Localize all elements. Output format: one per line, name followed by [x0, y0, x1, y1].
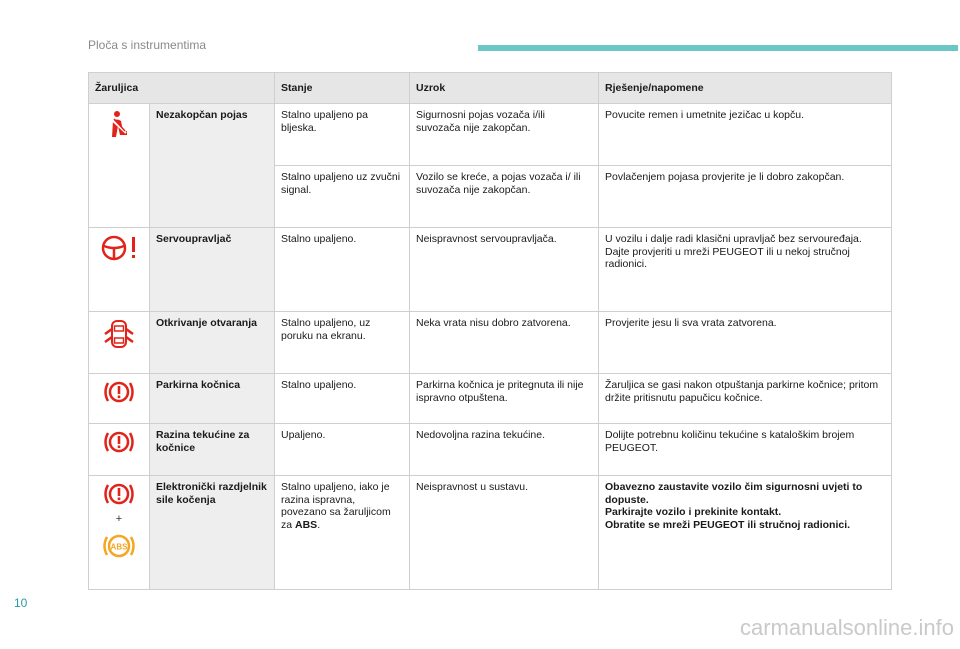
- page-number: 10: [14, 596, 28, 610]
- steering-rjesenje-line-2: Dajte provjeriti u mreži PEUGEOT ili u nekoj stručnoj radionici.: [605, 245, 850, 270]
- section-title: Ploča s instrumentima: [88, 38, 207, 52]
- col-header-uzrok: Uzrok: [410, 73, 599, 104]
- fluid-name: Razina tekućine za kočnice: [150, 424, 275, 476]
- header-accent-bar: [478, 45, 958, 51]
- door-name: Otkrivanje otvaranja: [150, 312, 275, 374]
- parking-name: Parkirna kočnica: [150, 374, 275, 424]
- steering-stanje: Stalno upaljeno.: [275, 228, 410, 312]
- col-header-rjesenje: Rješenje/napomene: [599, 73, 892, 104]
- ebd-rjesenje-line-3: Obratite se mreži PEUGEOT ili stručnoj radionici.: [605, 518, 851, 531]
- abs-icon: [102, 532, 136, 560]
- ebd-rjesenje-line-1: Obavezno zaustavite vozilo čim sigurnosni uvjeti to dopuste.: [605, 481, 863, 506]
- fluid-rjesenje: Dolijte potrebnu količinu tekućine s kataloškim brojem PEUGEOT.: [599, 424, 892, 476]
- fluid-stanje: Upaljeno.: [275, 424, 410, 476]
- ebd-rjesenje-line-2: Parkirajte vozilo i prekinite kontakt.: [605, 506, 782, 518]
- steering-rjesenje: [599, 228, 892, 312]
- ebd-stanje-abs: ABS: [295, 518, 318, 531]
- seatbelt-rjesenje-2: Povlačenjem pojasa provjerite je li dobro zakopčan.: [599, 166, 892, 228]
- icon-cell: [89, 476, 150, 590]
- seatbelt-icon: [104, 109, 134, 139]
- door-open-icon: [102, 317, 136, 351]
- seatbelt-stanje-2: Stalno upaljeno uz zvučni signal.: [275, 166, 410, 228]
- steering-uzrok: Neispravnost servoupravljača.: [410, 228, 599, 312]
- col-header-zaruljica: Žaruljica: [89, 73, 275, 104]
- table-row: [89, 476, 892, 590]
- seatbelt-uzrok-2: Vozilo se kreće, a pojas vozača i/ ili suvozača nije zakopčan.: [410, 166, 599, 228]
- brake-warning-icon: [103, 429, 135, 455]
- ebd-stanje-text: Stalno upaljeno, iako je razina ispravna, povezano sa žaruljicom za: [281, 481, 391, 531]
- door-uzrok: Neka vrata nisu dobro zatvorena.: [410, 312, 599, 374]
- seatbelt-uzrok-1: Sigurnosni pojas vozača i/ili suvozača nije zakopčan.: [410, 104, 599, 166]
- abs-icon-label: ABS: [110, 542, 128, 551]
- door-stanje: Stalno upaljeno, uz poruku na ekranu.: [275, 312, 410, 374]
- ebd-stanje: [275, 476, 410, 590]
- door-rjesenje: Provjerite jesu li sva vrata zatvorena.: [599, 312, 892, 374]
- table-row: [89, 374, 892, 424]
- table-header-row: [89, 73, 892, 104]
- brake-warning-icon: [103, 379, 135, 405]
- steering-name: Servoupravljač: [150, 228, 275, 312]
- seatbelt-stanje-1: Stalno upaljeno pa bljeska.: [275, 104, 410, 166]
- table-row: [89, 424, 892, 476]
- seatbelt-rjesenje-1: Povucite remen i umetnite jezičac u kopču.: [599, 104, 892, 166]
- warning-lights-table: [88, 72, 892, 590]
- plus-sign: +: [115, 513, 123, 525]
- ebd-rjesenje: [599, 476, 892, 590]
- table-row: [89, 228, 892, 312]
- icon-cell: [89, 424, 150, 476]
- ebd-name: Elektronički razdjelnik sile kočenja: [150, 476, 275, 590]
- icon-cell: [89, 374, 150, 424]
- parking-rjesenje: Žaruljica se gasi nakon otpuštanja parkirne kočnice; pritom držite pritisnutu papučicu kočnice.: [599, 374, 892, 424]
- brake-warning-icon: [103, 481, 135, 507]
- icon-cell: [89, 312, 150, 374]
- steering-rjesenje-line-1: U vozilu i dalje radi klasični upravljač bez servouređaja.: [605, 233, 862, 245]
- icon-cell: [89, 104, 150, 228]
- parking-uzrok: Parkirna kočnica je pritegnuta ili nije ispravno otpuštena.: [410, 374, 599, 424]
- icon-cell: [89, 228, 150, 312]
- parking-stanje: Stalno upaljeno.: [275, 374, 410, 424]
- table-row: [89, 312, 892, 374]
- col-header-stanje: Stanje: [275, 73, 410, 104]
- ebd-stanje-end: .: [317, 518, 321, 531]
- table-row: [89, 104, 892, 166]
- seatbelt-name: Nezakopčan pojas: [150, 104, 275, 228]
- fluid-uzrok: Nedovoljna razina tekućine.: [410, 424, 599, 476]
- watermark: carmanualsonline.info: [739, 615, 954, 640]
- ebd-uzrok: Neispravnost u sustavu.: [410, 476, 599, 590]
- power-steering-icon: [99, 233, 139, 263]
